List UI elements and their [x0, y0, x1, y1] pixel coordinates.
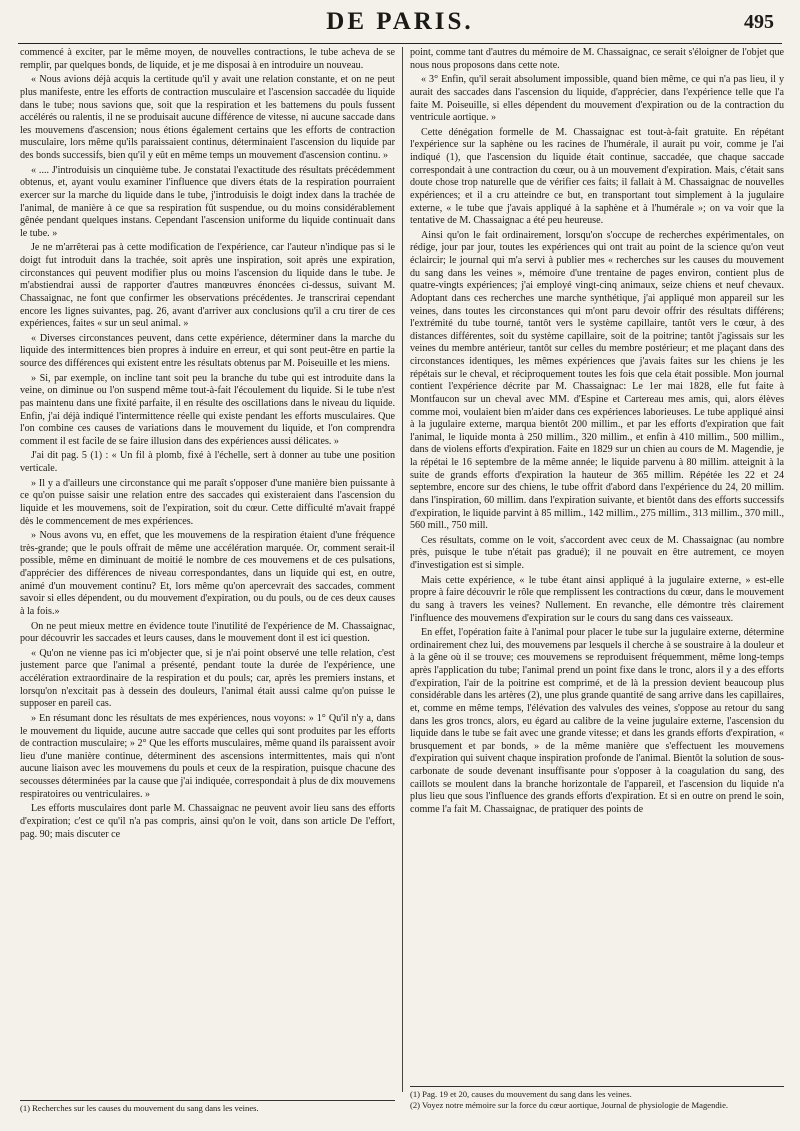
- paragraph: » Nous avons vu, en effet, que les mouvemens de la respiration étaient d'une fréquence très-grande; que le pouls offrait de même une accélération marquée. Or, comment serait-il possible, même en diminuant de moitié le nombre de ces mouvemens et de ces pulsations, d'apprécier des différences de niveau correspondantes, dans un liquide qui est, en outre, animé d'un mouvement continu? Et, lors même qu'on apercevrait des saccades, comment savoir si elles dépendent, ou du mouvement d'expiration, ou du pouls, ou de ces deux causes à la fois.»: [20, 530, 395, 617]
- paragraph: « .... J'introduisis un cinquième tube. Je constatai l'exactitude des résultats précédemment obtenus, et, ayant voulu examiner l'influence que divers états de la respiration pourraient exercer sur la marche du liquide dans le tube, j'introduisis le doigt index dans la trachée de l'animal, de manière à ce que sa respiration fût suspendue, ou du moins considérablement gênée pendant quelques instans. Cependant l'ascension uniforme du liquide continuait dans le tube. »: [20, 164, 395, 239]
- footnote: (2) Voyez notre mémoire sur la force du cœur aortique, Journal de physiologie de Magendie.: [410, 1100, 729, 1110]
- paragraph: Cette dénégation formelle de M. Chassaignac est tout-à-fait gratuite. En répétant l'expérience sur la saphène ou les racines de l'humérale, il aurait pu voir, comme je l'ai indiqué (1), que l'ascension du liquide était continue, saccadée, que chaque saccade correspondait à une contraction du cœur, ou à un mouvement d'expiration. Mais, c'était sans doute chose trop naturelle que de vérifier ces faits; il fallait à M. Chassaignac de nouvelles expériences; et il a cru atteindre ce but, en transportant tout simplement à la jugulaire externe, « le tube que j'avais appliqué à la saphène et à l'humérale »; on va voir que la tentative de M. Chassaignac a été peu heureuse.: [410, 126, 784, 227]
- paragraph: En effet, l'opération faite à l'animal pour placer le tube sur la jugulaire externe, détermine ordinairement chez lui, des mouvemens par lesquels il cherche à se soustraire à la douleur et à la gêne où il se trouve; ces mouvemens se reproduisent fréquemment, même long-temps après l'application du tube; l'animal prend un point fixe dans le tronc, alors il y a des efforts d'expiration, l'air de la poitrine est comprimé, et de là la pression devient beaucoup plus considérable dans les artères (2), une plus grande quantité de sang arrive dans les capillaires, et, comme en même temps, l'élévation des valvules des veines, s'oppose au retour du sang dans les gros troncs, alors, eu égard au calibre de la veine jugulaire externe, l'ascension du liquide dans le tube se fait avec une grande vitesse; et dans les grands efforts d'expiration, « brusquement et par bonds, » de la même manière que s'effectuent les mouvemens d'expiration qui suivent chaque inspiration profonde de l'animal. Bientôt la solution de sous-carbonate de soude devenant insuffisante pour s'opposer à la coagulation du sang, des caillots se moulent dans la branche horizontale de l'appareil, et l'ascension du liquide n'a plus lieu que sous l'influence des grands efforts d'expiration. Et si en outre on prend le soin, comme l'a fait M. Chassaignac, de pratiquer des points de: [410, 627, 784, 815]
- page-header: [0, 0, 800, 40]
- footnote: (1) Recherches sur les causes du mouvement du sang dans les veines.: [20, 1103, 259, 1113]
- paragraph: Ainsi qu'on le fait ordinairement, lorsqu'on s'occupe de recherches expérimentales, on rédige, jour par jour, toutes les expériences qui ont trait au point de la science qu'on veut éclaircir; le journal qui m'a servi à publier mes « recherches sur les causes du mouvement du sang dans les veines », mémoire d'une trentaine de pages environ, contient plus de quatre-vingts expériences; j'ai employé vingt-cinq animaux, seize chiens et neuf chevaux. Adoptant dans ces recherches une marche synthétique, j'ai appliqué mon appareil sur les veines, dans toutes les circonstances qui m'ont paru devoir offrir des résultats différens; l'extrémité du tube tourné, tantôt vers le système capillaire, tantôt vers le cœur, à des distances différentes, soit du système capillaire, soit de la poitrine; tantôt j'agissais sur les veines du membre antérieur, tantôt sur celles du membre postérieur; et me plaçant dans des circonstances identiques, les mêmes expériences que j'avais faites sur les chiens je les répétais sur le cheval, et réciproquement toutes les fois que cela était possible. Mon journal contient l'expérience décrite par M. Chassaignac: Le 1er mai 1828, elle fut faite à Montfaucon sur un cheval avec MM. d'Espine et Cartereau mes amis, qui, alors élèves comme moi, voulaient bien m'aider dans ces expériences laborieuses. Le tube appliqué ainsi à la jugulaire externe, marqua bientôt 200 millim., et par les efforts d'expiration que fait l'animal, le liquide monta à 250 millim., 320 millim., et enfin à 410 millim., 500 millim., dans de violens efforts d'expiration. Faite en 1829 sur un chien au cours de M. Magendie, je la répétai le 16 septembre de la même année; le liquide parvenu à 80 millim. atteignit à la suite de grands efforts d'expiration la hauteur de 365 millim. Répétée les 22 et 24 septembre, encore sur des chiens, le tube offrit d'abord dans l'expérience du 24, 20 millim. dans l'inspiration, 60 millim. dans l'expiration suivante, et bientôt dans des efforts successifs d'expiration, le liquide parvint à 85 millim., 142 millim., 275 millim., 313 millim., 370 mill., 560 mill., 750 mill.: [410, 229, 784, 532]
- paragraph: commencé à exciter, par le même moyen, de nouvelles contractions, le tube acheva de se remplir, par quelques bonds, de liquide, et je me disposai à en introduire un nouveau.: [20, 47, 395, 71]
- paragraph: « 3° Enfin, qu'il serait absolument impossible, quand bien même, ce qui n'a pas lieu, il y aurait des saccades dans l'ascension du liquide, d'apprécier, dans l'expérience telle que l'a faite M. Poiseuille, si elles dépendent du mouvement d'expiration ou de la contraction du ventricule aortique. »: [410, 74, 784, 124]
- paragraph: J'ai dit pag. 5 (1) : « Un fil à plomb, fixé à l'échelle, sert à donner au tube une position verticale.: [20, 450, 395, 474]
- column-divider: [402, 47, 403, 1092]
- paragraph: » Il y a d'ailleurs une circonstance qui me paraît s'opposer d'une manière bien puissante à ce qu'on puisse saisir une relation entre des saccades qui existeraient dans l'ascension du liquide et les mouvemens, soit de l'expiration, soit du cœur. Cette difficulté m'avait frappé dès le commencement de mes expériences.: [20, 477, 395, 527]
- right-footnotes: [410, 1086, 784, 1111]
- paragraph: Mais cette expérience, « le tube étant ainsi appliqué à la jugulaire externe, » est-elle propre à faire découvrir le rôle que remplissent les contractions du cœur, dans le mouvement du sang à travers les veines? Nullement. En revanche, elle démontre très clairement l'influence des mouvemens d'expiration sur le cours du sang dans ces vaisseaux.: [410, 574, 784, 624]
- left-column: [20, 47, 395, 1101]
- paragraph: Ces résultats, comme on le voit, s'accordent avec ceux de M. Chassaignac (au nombre près, puisque le tube n'était pas gradué); il ne pouvait en être autrement, ce moyen d'investigation est si simple.: [410, 534, 784, 571]
- right-column: [410, 47, 784, 1100]
- paragraph: Les efforts musculaires dont parle M. Chassaignac ne peuvent avoir lieu sans des efforts d'expiration; c'est ce qu'il n'a pas compris, ainsi qu'on le voit, dans son article De l'effort, pag. 90; mais discuter ce: [20, 803, 395, 840]
- paragraph: point, comme tant d'autres du mémoire de M. Chassaignac, ce serait s'éloigner de l'objet que nous nous proposons dans cette note.: [410, 47, 784, 71]
- footnote-rule: [20, 1100, 395, 1101]
- page-number: 495: [744, 11, 774, 33]
- left-footnotes: [20, 1100, 395, 1114]
- paragraph: « Qu'on ne vienne pas ici m'objecter que, si je n'ai point observé une telle relation, c'est justement parce que l'animal a présenté, pendant toute la durée de l'expérience, une accélération extraordinaire de la respiration et du pouls; car, après les premiers instans, et lorsqu'on n'excitait pas à dessein des douleurs, l'animal était aussi calme qu'on puisse le supposer en pareil cas.: [20, 647, 395, 710]
- paragraph: Je ne m'arrêterai pas à cette modification de l'expérience, car l'auteur n'indique pas si le doigt fut introduit dans la trachée, soit après une inspiration, soit après une expiration, circonstances qui peuvent modifier plus ou moins l'ascension du liquide dans le tube. Je m'abstiendrai aussi de rapporter d'autres manœuvres énoncées ci-dessus, suivant M. Chassaignac, ne font que confirmer les observations précédentes. Je transcrirai cependant encore les lignes suivantes, pag. 26, avant d'arriver aux conclusions qu'il a cru tirer de ces expériences, faites « sur un seul animal. »: [20, 242, 395, 330]
- running-title: DE PARIS.: [326, 8, 474, 35]
- header-rule: [18, 43, 782, 44]
- paragraph: On ne peut mieux mettre en évidence toute l'inutilité de l'expérience de M. Chassaignac, pour découvrir les saccades et leurs causes, dans le mouvement dont il est ici question.: [20, 620, 395, 645]
- paragraph: « Diverses circonstances peuvent, dans cette expérience, déterminer dans la marche du liquide des intermittences bien propres à induire en erreur, et qui sont peut-être en partie la source des différences qui existent entre les résultats obtenus par M. Poiseuille et les miens.: [20, 332, 395, 369]
- paragraph: « Nous avions déjà acquis la certitude qu'il y avait une relation constante, et on ne peut plus manifeste, entre les efforts de contraction musculaire et l'ascension saccadée du liquide dans le tube; nous savions que, soit que la respiration et les battemens du pouls fussent accélérés ou ralentis, il ne se produisait aucune différence de vitesse, ni aucune saccade dans les mouvemens d'ascension; nous étions également certains que les efforts de contraction musculaire, lors même qu'ils paraissaient continus, déterminaient l'ascension du liquide par des bonds successifs, bien qu'il y eût en même temps un mouvement d'ascension continu. »: [20, 74, 395, 161]
- paragraph: » En résumant donc les résultats de mes expériences, nous voyons: » 1° Qu'il n'y a, dans le mouvement du liquide, aucune autre saccade que celles qui sont produites par les efforts de contraction musculaire; » 2° Que les efforts musculaires, même quand ils paraissent avoir lieu d'une manière continue, déterminent des ascensions intermittentes, mais qui n'ont aucune liaison avec les mouvemens du pouls et ceux de la respiration, puisque chacune des secousses déterminées par la cause que j'ai indiquée, correspondait à plus de dix mouvemens respiratoires ou ventriculaires. »: [20, 712, 395, 800]
- footnote-rule: [410, 1086, 784, 1087]
- footnote: (1) Pag. 19 et 20, causes du mouvement du sang dans les veines.: [410, 1089, 632, 1099]
- paragraph: » Si, par exemple, on incline tant soit peu la branche du tube qui est introduite dans la veine, on diminue ou l'on suspend même tout-à-fait l'écoulement du liquide. Si le tube n'est pas maintenu dans une fixité parfaite, il en résulte des oscillations dans le niveau du liquide. Enfin, j'ai déjà indiqué l'intermittence réelle qui existe pendant les efforts musculaires. Que l'on combine ces causes de variations dans le mouvement du liquide, et l'on comprendra comment il est facile de se faire illusion dans des expériences aussi délicates. »: [20, 372, 395, 447]
